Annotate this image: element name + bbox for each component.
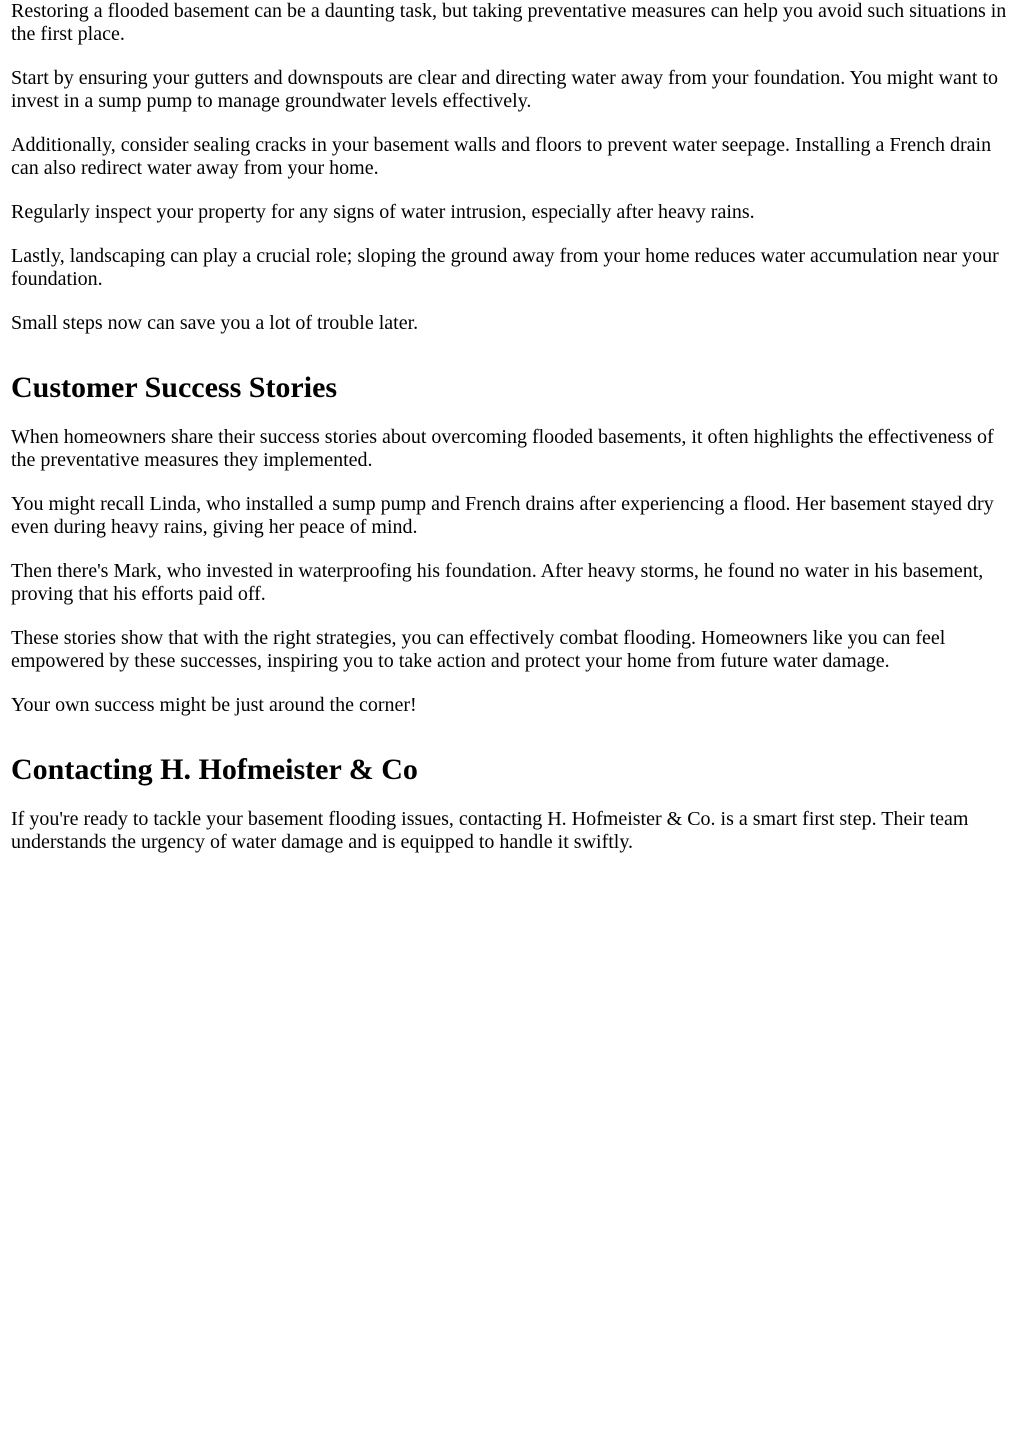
intro-paragraph: Additionally, consider sealing cracks in your basement walls and floors to prevent water seepage. Installing a French drain can also redirect water away from your home.: [11, 134, 992, 179]
success-paragraph: When homeowners share their success stories about overcoming flooded basements, it often highlights the effectiveness of the preventative measures they implemented.: [11, 426, 994, 471]
success-paragraph: You might recall Linda, who installed a sump pump and French drains after experiencing a flood. Her basement stayed dry even during heavy rains, giving her peace of mind.: [11, 493, 994, 538]
success-paragraph: These stories show that with the right strategies, you can effectively combat flooding. Homeowners like you can feel empowered by these successes, inspiring you to take action and protect your home from future water damage.: [11, 627, 946, 672]
intro-paragraph: Regularly inspect your property for any signs of water intrusion, especially after heavy rains.: [11, 201, 755, 223]
intro-paragraph: Lastly, landscaping can play a crucial role; sloping the ground away from your home reduces water accumulation near your foundation.: [11, 245, 999, 290]
success-stories-section: [11, 371, 1015, 717]
contact-section: [11, 753, 1015, 854]
intro-paragraph: Restoring a flooded basement can be a daunting task, but taking preventative measures can help you avoid such situations in the first place.: [11, 0, 1007, 45]
contact-heading: Contacting H. Hofmeister & Co: [11, 753, 418, 786]
intro-section: [11, 0, 1015, 335]
success-stories-heading: Customer Success Stories: [11, 371, 338, 404]
success-paragraph: Then there's Mark, who invested in waterproofing his foundation. After heavy storms, he found no water in his basement, proving that his efforts paid off.: [11, 560, 984, 605]
intro-paragraph: Start by ensuring your gutters and downspouts are clear and directing water away from your foundation. You might want to invest in a sump pump to manage groundwater levels effectively.: [11, 67, 999, 112]
contact-paragraph: If you're ready to tackle your basement flooding issues, contacting H. Hofmeister & Co. is a smart first step. Their team understands the urgency of water damage and is equipped to handle it swiftly.: [11, 808, 969, 853]
intro-paragraph: Small steps now can save you a lot of trouble later.: [11, 312, 419, 334]
success-paragraph: Your own success might be just around the corner!: [11, 694, 417, 716]
